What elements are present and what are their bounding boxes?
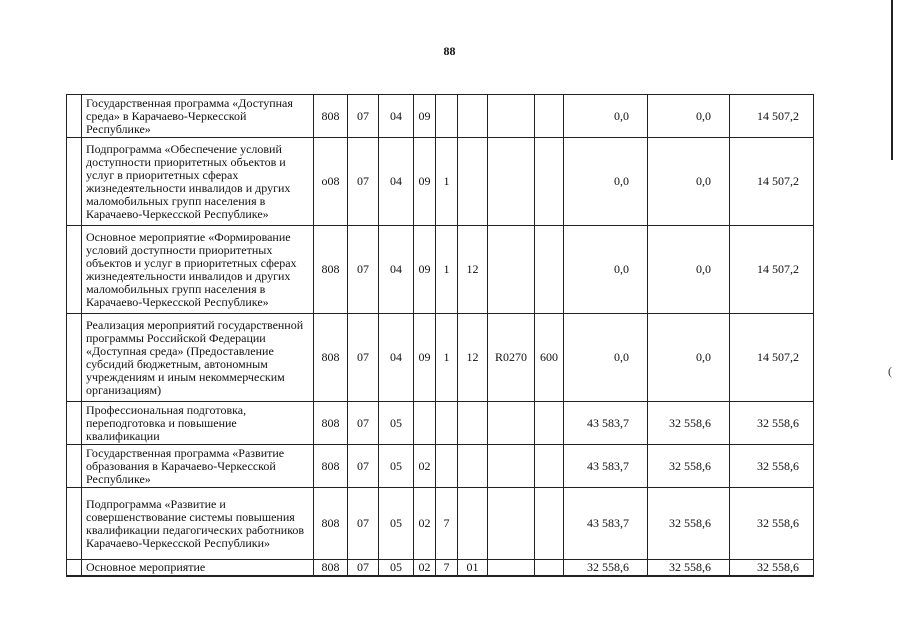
code-podrazdel: 05 bbox=[379, 445, 414, 488]
amount-year-1: 32 558,6 bbox=[564, 560, 648, 577]
code-vedomstvo: 808 bbox=[314, 488, 348, 560]
code-target-event bbox=[458, 95, 488, 138]
amount-year-2: 0,0 bbox=[648, 138, 730, 226]
code-razdel: 07 bbox=[348, 402, 379, 445]
code-vedomstvo: 808 bbox=[314, 560, 348, 577]
amount-year-3: 32 558,6 bbox=[730, 560, 814, 577]
amount-year-3: 14 507,2 bbox=[730, 138, 814, 226]
row-margin-cell bbox=[67, 138, 82, 226]
code-target-event bbox=[458, 445, 488, 488]
code-razdel: 07 bbox=[348, 445, 379, 488]
amount-year-3: 32 558,6 bbox=[730, 488, 814, 560]
table-row bbox=[67, 402, 814, 445]
amount-year-1: 43 583,7 bbox=[564, 445, 648, 488]
table-row bbox=[67, 560, 814, 577]
row-name: Государственная программа «Доступная среда» в Карачаево-Черкесской Республике» bbox=[82, 95, 314, 138]
code-target-direction bbox=[488, 138, 535, 226]
code-target-direction bbox=[488, 560, 535, 577]
code-podrazdel: 05 bbox=[379, 402, 414, 445]
amount-year-3: 32 558,6 bbox=[730, 445, 814, 488]
row-margin-cell bbox=[67, 560, 82, 577]
code-vedomstvo: о08 bbox=[314, 138, 348, 226]
code-podrazdel: 05 bbox=[379, 560, 414, 577]
code-podrazdel: 04 bbox=[379, 138, 414, 226]
code-razdel: 07 bbox=[348, 488, 379, 560]
scan-edge-line bbox=[891, 0, 893, 160]
code-podrazdel: 04 bbox=[379, 95, 414, 138]
amount-year-2: 32 558,6 bbox=[648, 445, 730, 488]
code-target-event: 01 bbox=[458, 560, 488, 577]
table-body bbox=[67, 95, 814, 577]
row-name: Подпрограмма «Развитие и совершенствование системы повышения квалификации педагогических работников Карачаево-Черкесской Республики» bbox=[82, 488, 314, 560]
table-row bbox=[67, 314, 814, 402]
code-razdel: 07 bbox=[348, 560, 379, 577]
row-margin-cell bbox=[67, 445, 82, 488]
table-row bbox=[67, 488, 814, 560]
row-name: Профессиональная подготовка, переподготовка и повышение квалификации bbox=[82, 402, 314, 445]
row-name: Подпрограмма «Обеспечение условий доступности приоритетных объектов и услуг в приоритетных сферах жизнедеятельности инвалидов и других маломобильных групп населения в Карачаево-Черкесской Республике» bbox=[82, 138, 314, 226]
code-razdel: 07 bbox=[348, 95, 379, 138]
code-target-program bbox=[414, 402, 436, 445]
code-target-subprogram bbox=[436, 445, 458, 488]
code-target-program: 09 bbox=[414, 95, 436, 138]
code-target-direction bbox=[488, 402, 535, 445]
code-target-subprogram: 7 bbox=[436, 560, 458, 577]
code-target-subprogram: 1 bbox=[436, 138, 458, 226]
code-expense-type bbox=[535, 138, 564, 226]
code-target-subprogram bbox=[436, 95, 458, 138]
code-target-direction bbox=[488, 445, 535, 488]
amount-year-3: 14 507,2 bbox=[730, 314, 814, 402]
row-name: Государственная программа «Развитие образования в Карачаево-Черкесской Республике» bbox=[82, 445, 314, 488]
amount-year-1: 0,0 bbox=[564, 314, 648, 402]
row-name: Основное мероприятие «Формирование условий доступности приоритетных объектов и услуг в приоритетных сферах жизнедеятельности инвалидов и других маломобильных групп населения в Карачаево-Черкесской Республике» bbox=[82, 226, 314, 314]
code-vedomstvo: 808 bbox=[314, 314, 348, 402]
code-target-event: 12 bbox=[458, 314, 488, 402]
code-podrazdel: 04 bbox=[379, 226, 414, 314]
table-row bbox=[67, 445, 814, 488]
row-margin-cell bbox=[67, 402, 82, 445]
row-margin-cell bbox=[67, 226, 82, 314]
code-expense-type bbox=[535, 95, 564, 138]
code-vedomstvo: 808 bbox=[314, 95, 348, 138]
code-expense-type: 600 bbox=[535, 314, 564, 402]
table-row bbox=[67, 138, 814, 226]
row-margin-cell bbox=[67, 488, 82, 560]
code-expense-type bbox=[535, 402, 564, 445]
amount-year-3: 14 507,2 bbox=[730, 226, 814, 314]
code-razdel: 07 bbox=[348, 314, 379, 402]
code-target-event: 12 bbox=[458, 226, 488, 314]
code-vedomstvo: 808 bbox=[314, 226, 348, 314]
amount-year-2: 0,0 bbox=[648, 226, 730, 314]
budget-table bbox=[66, 94, 814, 577]
code-podrazdel: 05 bbox=[379, 488, 414, 560]
amount-year-2: 32 558,6 bbox=[648, 402, 730, 445]
code-target-subprogram: 1 bbox=[436, 314, 458, 402]
code-target-direction: R0270 bbox=[488, 314, 535, 402]
amount-year-1: 43 583,7 bbox=[564, 402, 648, 445]
code-razdel: 07 bbox=[348, 226, 379, 314]
code-expense-type bbox=[535, 445, 564, 488]
code-target-event bbox=[458, 488, 488, 560]
code-target-program: 02 bbox=[414, 488, 436, 560]
scan-margin-mark: ( bbox=[888, 364, 892, 378]
code-expense-type bbox=[535, 560, 564, 577]
row-margin-cell bbox=[67, 314, 82, 402]
code-target-program: 09 bbox=[414, 226, 436, 314]
code-target-program: 09 bbox=[414, 138, 436, 226]
amount-year-3: 14 507,2 bbox=[730, 95, 814, 138]
code-vedomstvo: 808 bbox=[314, 445, 348, 488]
code-vedomstvo: 808 bbox=[314, 402, 348, 445]
code-target-program: 02 bbox=[414, 445, 436, 488]
code-target-subprogram bbox=[436, 402, 458, 445]
code-target-program: 09 bbox=[414, 314, 436, 402]
code-target-subprogram: 1 bbox=[436, 226, 458, 314]
table-row bbox=[67, 226, 814, 314]
amount-year-2: 32 558,6 bbox=[648, 488, 730, 560]
code-expense-type bbox=[535, 488, 564, 560]
amount-year-2: 0,0 bbox=[648, 314, 730, 402]
row-margin-cell bbox=[67, 95, 82, 138]
amount-year-1: 0,0 bbox=[564, 226, 648, 314]
code-expense-type bbox=[535, 226, 564, 314]
code-target-subprogram: 7 bbox=[436, 488, 458, 560]
row-name: Основное мероприятие bbox=[82, 560, 314, 577]
amount-year-2: 32 558,6 bbox=[648, 560, 730, 577]
code-target-event bbox=[458, 138, 488, 226]
code-podrazdel: 04 bbox=[379, 314, 414, 402]
code-target-direction bbox=[488, 95, 535, 138]
code-target-program: 02 bbox=[414, 560, 436, 577]
amount-year-3: 32 558,6 bbox=[730, 402, 814, 445]
amount-year-1: 43 583,7 bbox=[564, 488, 648, 560]
code-razdel: 07 bbox=[348, 138, 379, 226]
table-row bbox=[67, 95, 814, 138]
amount-year-1: 0,0 bbox=[564, 95, 648, 138]
row-name: Реализация мероприятий государственной программы Российской Федерации «Доступная среда» (Предоставление субсидий бюджетным, автономным учреждениям и иным некоммерческим организациям) bbox=[82, 314, 314, 402]
amount-year-2: 0,0 bbox=[648, 95, 730, 138]
amount-year-1: 0,0 bbox=[564, 138, 648, 226]
page-number: 88 bbox=[443, 44, 456, 58]
code-target-direction bbox=[488, 488, 535, 560]
code-target-event bbox=[458, 402, 488, 445]
code-target-direction bbox=[488, 226, 535, 314]
